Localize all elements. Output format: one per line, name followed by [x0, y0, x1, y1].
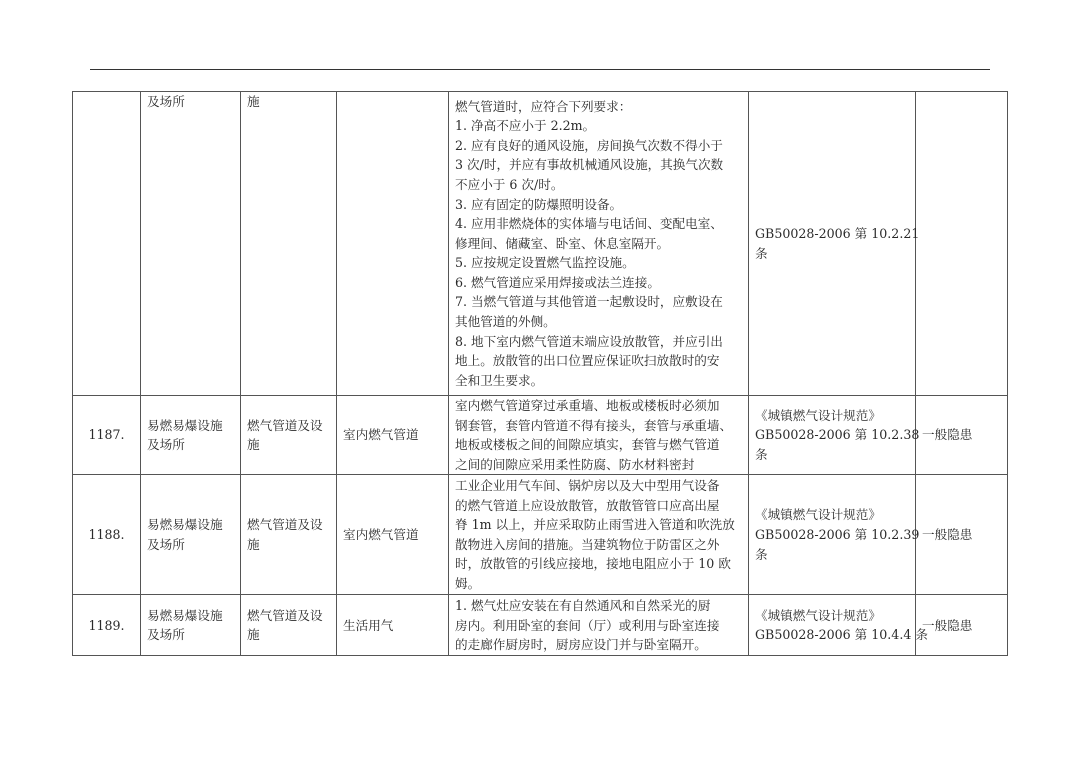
cell-basis-line: 《城镇燃气设计规范》: [755, 407, 881, 423]
cell-content-line: 全和卫生要求。: [455, 372, 544, 388]
cell-content: [449, 92, 749, 396]
cell-content-line: 3. 应有固定的防爆照明设备。: [455, 196, 623, 212]
cell-basis-line: 条: [755, 546, 768, 562]
cell-place-line: 易燃易爆设施: [147, 417, 223, 433]
cell-content-line: 7. 当燃气管道与其他管道一起敷设时，应敷设在: [455, 294, 723, 310]
cell-content-line: 的走廊作厨房时，厨房应设门并与卧室隔开。: [455, 637, 707, 653]
cell-basis-line: GB50028-2006 第 10.2.38: [755, 427, 920, 443]
cell-facility: [241, 396, 337, 475]
cell-item: [337, 396, 449, 475]
cell-content-line: 钢套管，套管内管道不得有接头，套管与承重墙、: [455, 417, 733, 433]
cell-facility-line: 燃气管道及设: [247, 607, 323, 623]
cell-basis: [749, 92, 920, 396]
cell-basis: [749, 475, 920, 595]
cell-item-line: 生活用气: [343, 617, 394, 633]
cell-number: [73, 595, 141, 656]
cell-content-line: 姆。: [455, 576, 481, 592]
cell-content-line: 不应小于 6 次/时。: [455, 176, 564, 192]
cell-content-line: 脊 1m 以上，并应采取防止雨雪进入管道和吹洗放: [455, 517, 735, 533]
cell-level: [916, 92, 1008, 396]
cell-basis-line: 条: [755, 446, 768, 462]
cell-content-line: 修理间、储藏室、卧室、休息室隔开。: [455, 235, 670, 251]
table-row: [73, 475, 1008, 595]
cell-content-line: 5. 应按规定设置燃气监控设施。: [455, 255, 635, 271]
cell-content-line: 房内。利用卧室的套间（厅）或利用与卧室连接: [455, 617, 720, 633]
cell-place: [141, 475, 241, 595]
cell-facility-line: 施: [247, 627, 260, 643]
cell-basis-line: 《城镇燃气设计规范》: [755, 607, 881, 623]
cell-content: [449, 595, 749, 656]
cell-number-text: 1187.: [88, 427, 125, 443]
cell-content-line: 燃气管道时，应符合下列要求：: [455, 98, 632, 114]
cell-basis-line: 条: [755, 245, 768, 261]
cell-content-line: 6. 燃气管道应采用焊接或法兰连接。: [455, 274, 660, 290]
cell-content-line: 4. 应用非燃烧体的实体墙与电话间、变配电室、: [455, 216, 723, 232]
cell-facility-line: 燃气管道及设: [247, 417, 323, 433]
cell-content-line: 1. 净高不应小于 2.2m。: [455, 118, 596, 134]
cell-place-line: 及场所: [147, 627, 185, 643]
cell-content-line: 3 次/时，并应有事故机械通风设施，其换气次数: [455, 157, 724, 173]
cell-level-text: 一般隐患: [922, 427, 973, 443]
cell-content: [449, 475, 749, 595]
cell-content-line: 地板或楼板之间的间隙应填实，套管与燃气管道: [455, 437, 720, 453]
cell-number: [73, 396, 141, 475]
cell-facility-line: 施: [247, 437, 260, 453]
cell-content-line: 室内燃气管道穿过承重墙、地板或楼板时必须加: [455, 398, 720, 413]
cell-place-line: 及场所: [147, 536, 185, 552]
cell-content-line: 地上。放散管的出口位置应保证吹扫放散时的安: [455, 353, 720, 369]
cell-facility: [241, 595, 337, 656]
cell-basis: [749, 396, 920, 475]
cell-content-line: 2. 应有良好的通风设施，房间换气次数不得小于: [455, 137, 723, 153]
cell-number-text: 1189.: [88, 617, 125, 633]
cell-number: [73, 475, 141, 595]
cell-content-line: 8. 地下室内燃气管道末端应设放散管，并应引出: [455, 333, 723, 349]
cell-content-line: 工业企业用气车间、锅炉房以及大中型用气设备: [455, 478, 720, 494]
cell-content-line: 其他管道的外侧。: [455, 314, 556, 330]
cell-content-line: 1. 燃气灶应安装在有自然通风和自然采光的厨: [455, 597, 711, 613]
cell-item-line: 室内燃气管道: [343, 427, 419, 443]
table-row: [73, 92, 1008, 396]
cell-basis-line: GB50028-2006 第 10.4.4 条: [755, 627, 928, 643]
cell-item: [337, 595, 449, 656]
cell-basis-line: GB50028-2006 第 10.2.21: [755, 225, 920, 241]
table-row: [73, 595, 1008, 656]
cell-place-line: 及场所: [147, 437, 185, 453]
cell-place-line: 易燃易爆设施: [147, 517, 223, 533]
hazard-table: [72, 91, 1008, 656]
cell-level: [916, 396, 1008, 475]
header-rule: [90, 69, 990, 70]
cell-facility-line: 施: [247, 536, 260, 552]
cell-place-line: 及场所: [147, 94, 185, 109]
cell-item: [337, 475, 449, 595]
cell-basis: [749, 595, 928, 656]
cell-place: [141, 92, 241, 396]
cell-facility-line: 施: [247, 94, 260, 109]
cell-content: [449, 396, 749, 475]
cell-place: [141, 396, 241, 475]
cell-level: [916, 595, 1008, 656]
cell-facility: [241, 475, 337, 595]
cell-level-text: 一般隐患: [922, 617, 973, 633]
cell-facility-line: 燃气管道及设: [247, 517, 323, 533]
cell-basis-line: 《城镇燃气设计规范》: [755, 507, 881, 523]
cell-number-text: 1188.: [88, 527, 125, 543]
cell-content-line: 时，放散管的引线应接地，接地电阻应小于 10 欧: [455, 556, 731, 572]
cell-basis-line: GB50028-2006 第 10.2.39: [755, 527, 920, 543]
cell-content-line: 散物进入房间的措施。当建筑物位于防雷区之外: [455, 536, 720, 552]
cell-number: [73, 92, 141, 396]
cell-item: [337, 92, 449, 396]
cell-facility: [241, 92, 337, 396]
cell-content-line: 之间的间隙应采用柔性防腐、防水材料密封: [455, 456, 695, 472]
cell-place: [141, 595, 241, 656]
cell-item-line: 室内燃气管道: [343, 527, 419, 543]
cell-level-text: 一般隐患: [922, 527, 973, 543]
cell-content-line: 的燃气管道上应设放散管，放散管管口应高出屋: [455, 497, 720, 513]
cell-place-line: 易燃易爆设施: [147, 607, 223, 623]
table-row: [73, 396, 1008, 475]
cell-level: [916, 475, 1008, 595]
